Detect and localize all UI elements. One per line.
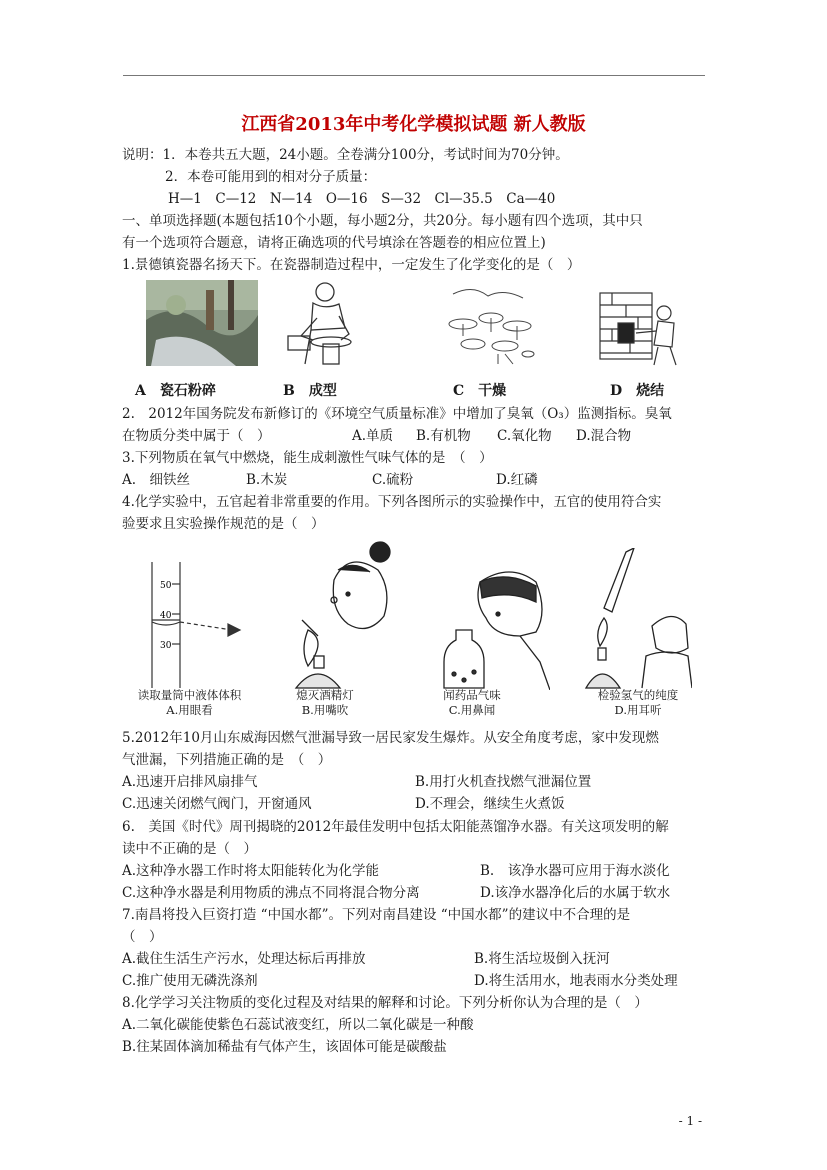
q1-caption-b: B 成型 (283, 383, 337, 399)
q2-line1: 2. 2012年国务院发布新修订的《环境空气质量标准》中增加了臭氧（O₃）监测指标。臭氧 (122, 406, 672, 422)
q3-option-b: B.木炭 (246, 472, 288, 488)
note-2: 2．本卷可能用到的相对分子质量： (165, 169, 377, 185)
cylinder-tick-40: 40 (160, 611, 172, 621)
q2-option-d: D.混合物 (576, 428, 632, 444)
q7-option-d: D.将生活用水，地表雨水分类处理 (474, 973, 678, 989)
q1-figure-b-potter (283, 278, 375, 368)
q5-option-a: A.迅速开启排风扇排气 (122, 774, 258, 790)
q4-figure-d-hydrogen-test (582, 548, 692, 690)
q4-caption-a-top: 读取量筒中液体体积 (137, 688, 242, 702)
q4-caption-b-bottom: B.用嘴吹 (301, 703, 349, 717)
q1-figure-a-photo (146, 280, 258, 366)
page-number: - 1 - (678, 1114, 702, 1128)
q3-option-a: A. 细铁丝 (122, 472, 191, 488)
q7-line2: （ ） (122, 929, 163, 945)
q6-option-b: B. 该净水器可应用于海水淡化 (480, 863, 670, 879)
q1-figure-c-drying (443, 284, 538, 368)
page-title: 江西省2013年中考化学模拟试题 新人教版 (241, 114, 586, 135)
q4-caption-d-bottom: D.用耳听 (614, 703, 662, 717)
cylinder-tick-30: 30 (160, 641, 172, 651)
q4-figure-b-girl-blowing (288, 540, 396, 690)
q4-figure-c-boy-smelling (440, 562, 550, 690)
q2-option-b: B.有机物 (416, 428, 471, 444)
q2-option-a: A.单质 (352, 428, 394, 444)
section1-line1: 一、单项选择题(本题包括10个小题，每小题2分，共20分。每小题有四个选项，其中只 (122, 213, 643, 229)
note-3: H—1 C—12 N—14 O—16 S—32 Cl—35.5 Ca—40 (168, 191, 556, 207)
q1-caption-c: C 干燥 (453, 383, 507, 399)
q4-caption-c-top: 闻药品气味 (443, 688, 501, 702)
q4-caption-b-top: 熄灭酒精灯 (296, 688, 354, 702)
q7-line1: 7.南昌将投入巨资打造 “中国水都”。下列对南昌建设 “中国水都”的建议中不合理的是 (122, 907, 631, 923)
cylinder-tick-50: 50 (160, 581, 172, 591)
q3-option-c: C.硫粉 (372, 472, 414, 488)
q5-line2: 气泄漏，下列措施正确的是 （ ） (122, 752, 332, 768)
q6-line1: 6. 美国《时代》周刊揭晓的2012年最佳发明中包括太阳能蒸馏净水器。有关这项发明的解 (122, 819, 669, 835)
note-1: 说明：1．本卷共五大题，24小题。全卷满分100分，考试时间为70分钟。 (122, 147, 569, 163)
q3-text: 3.下列物质在氧气中燃烧，能生成刺激性气味气体的是 （ ） (122, 450, 493, 466)
q8-option-b: B.往某固体滴加稀盐有气体产生，该固体可能是碳酸盐 (122, 1039, 447, 1055)
q1-figure-d-kiln (592, 283, 688, 369)
q5-option-b: B.用打火机查找燃气泄漏位置 (415, 774, 592, 790)
q3-option-d: D.红磷 (496, 472, 538, 488)
q4-caption-c (427, 688, 517, 718)
q4-line1: 4.化学实验中，五官起着非常重要的作用。下列各图所示的实验操作中，五官的使用符合实 (122, 494, 662, 510)
q5-option-c: C.迅速关闭燃气阀门，开窗通风 (122, 796, 312, 812)
q4-caption-d (583, 688, 693, 718)
q2-line2: 在物质分类中属于（ ） (122, 428, 271, 444)
section1-line2: 有一个选项符合题意，请将正确选项的代号填涂在答题卷的相应位置上) (122, 235, 546, 251)
q5-line1: 5.2012年10月山东威海因燃气泄漏导致一居民家发生爆炸。从安全角度考虑，家中发现燃 (122, 730, 659, 746)
q1-caption-d: D 烧结 (610, 383, 665, 399)
q4-caption-a-bottom: A.用眼看 (166, 703, 213, 717)
q6-option-c: C.这种净水器是利用物质的沸点不同将混合物分离 (122, 885, 420, 901)
q6-option-a: A.这种净水器工作时将太阳能转化为化学能 (122, 863, 380, 879)
q4-caption-d-top: 检验氢气的纯度 (597, 688, 679, 702)
header-rule (123, 75, 705, 76)
q7-option-c: C.推广使用无磷洗涤剂 (122, 973, 258, 989)
q4-figure-a-cylinder (140, 560, 260, 690)
q1-caption-a: A 瓷石粉碎 (135, 383, 216, 399)
q6-option-d: D.该净水器净化后的水属于软水 (480, 885, 671, 901)
q2-option-c: C.氧化物 (497, 428, 552, 444)
q4-caption-b (280, 688, 370, 718)
q8-option-a: A.二氧化碳能使紫色石蕊试液变红，所以二氧化碳是一种酸 (122, 1017, 474, 1033)
q7-option-a: A.截住生活生产污水，处理达标后再排放 (122, 951, 366, 967)
q5-option-d: D.不理会，继续生火煮饭 (415, 796, 565, 812)
q4-caption-c-bottom: C.用鼻闻 (448, 703, 496, 717)
q7-option-b: B.将生活垃圾倒入抚河 (474, 951, 610, 967)
q6-line2: 读中不正确的是（ ） (122, 841, 257, 857)
q4-caption-a (127, 688, 252, 718)
q4-line2: 验要求且实验操作规范的是（ ） (122, 516, 325, 532)
q8-line1: 8.化学学习关注物质的变化过程及对结果的解释和讨论。下列分析你认为合理的是（ ） (122, 995, 648, 1011)
q1-text: 1.景德镇瓷器名扬天下。在瓷器制造过程中，一定发生了化学变化的是（ ） (122, 257, 581, 273)
